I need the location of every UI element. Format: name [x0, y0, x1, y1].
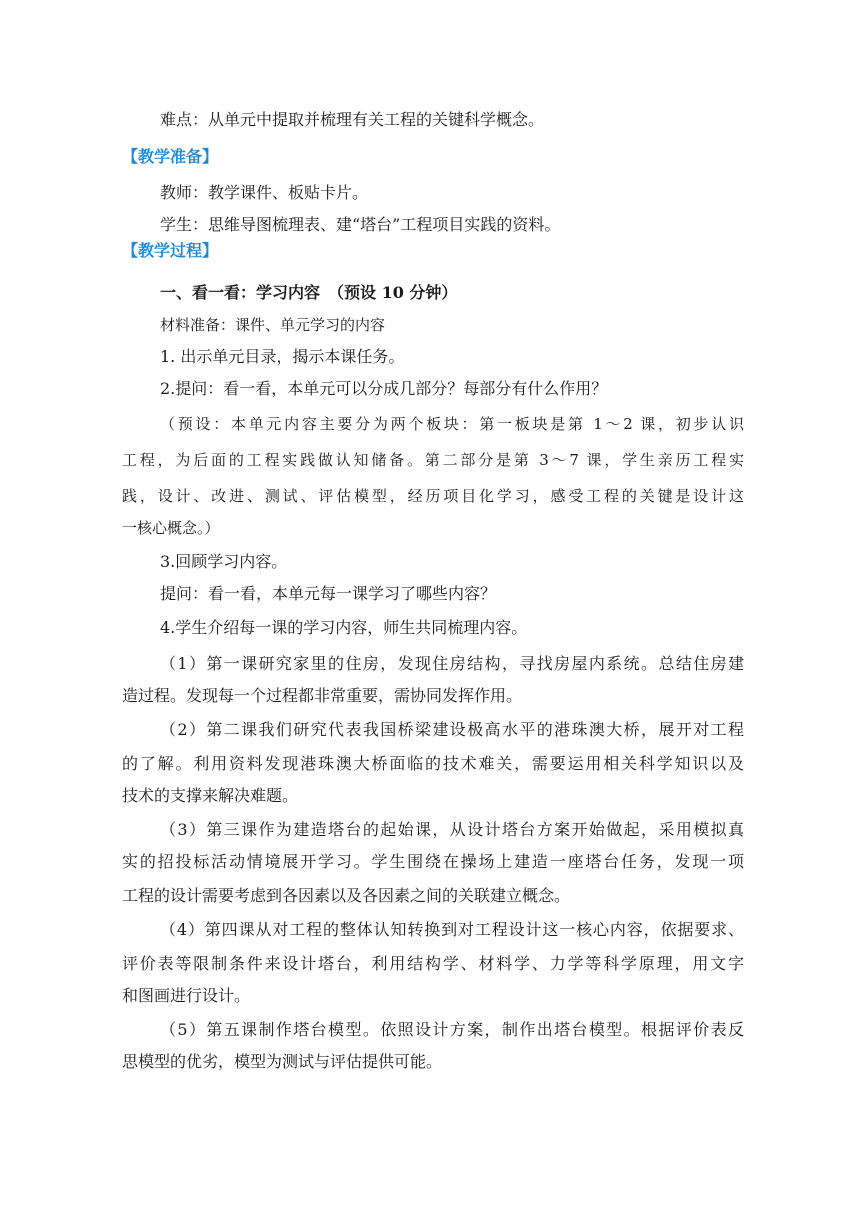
step3-line: 3.回顾学习内容。 [160, 552, 288, 571]
section1-title: 一、看一看：学习内容 （预设 10 分钟） [160, 283, 458, 302]
step4-line: 4.学生介绍每一课的学习内容，师生共同梳理内容。 [160, 618, 528, 637]
step2-line: 2.提问：看一看，本单元可以分成几部分？每部分有什么作用？ [160, 379, 608, 398]
para2-line2: 的了解。利用资料发现港珠澳大桥面临的技术难关，需要运用相关科学知识以及 [122, 754, 744, 773]
preset-line-2: 工程，为后面的工程实践做认知储备。第二部分是第 3～7 课，学生亲历工程实 [122, 451, 744, 469]
para4-line2: 评价表等限制条件来设计塔台，利用结构学、材料学、力学等科学原理，用文字 [122, 954, 744, 973]
preset-line-3: 践，设计、改进、测试、评估模型，经历项目化学习，感受工程的关键是设计这 [122, 487, 744, 505]
para3-line1: （3）第三课作为建造塔台的起始课，从设计塔台方案开始做起，采用模拟真 [160, 820, 744, 839]
para1-line2: 造过程。发现每一个过程都非常重要，需协同发挥作用。 [122, 686, 523, 705]
question-line: 提问：看一看，本单元每一课学习了哪些内容？ [160, 584, 497, 603]
para5-line1: （5）第五课制作塔台模型。依照设计方案，制作出塔台模型。根据评价表反 [160, 1020, 744, 1039]
para1-line1: （1）第一课研究家里的住房，发现住房结构，寻找房屋内系统。总结住房建 [160, 654, 744, 673]
para2-line1: （2）第二课我们研究代表我国桥梁建设极高水平的港珠澳大桥，展开对工程 [160, 720, 744, 739]
student-line: 学生：思维导图梳理表、建“塔台”工程项目实践的资料。 [160, 215, 561, 234]
para5-line2: 思模型的优劣，模型为测试与评估提供可能。 [122, 1052, 443, 1071]
para3-line3: 工程的设计需要考虑到各因素以及各因素之间的关联建立概念。 [122, 886, 571, 905]
para4-line1: （4）第四课从对工程的整体认知转换到对工程设计这一核心内容，依据要求、 [160, 920, 744, 939]
preset-line-4: 一核心概念。） [122, 519, 220, 537]
teacher-line: 教师：教学课件、板贴卡片。 [160, 183, 369, 202]
prep-heading: 【教学准备】 [122, 147, 219, 166]
para2-line3: 技术的支撑来解决难题。 [122, 786, 299, 805]
step1-line: 1. 出示单元目录，揭示本课任务。 [160, 347, 405, 366]
para3-line2: 实的招投标活动情境展开学习。学生围绕在操场上建造一座塔台任务，发现一项 [122, 852, 744, 871]
para4-line3: 和图画进行设计。 [122, 986, 251, 1005]
materials-line: 材料准备：课件、单元学习的内容 [160, 316, 386, 334]
process-heading: 【教学过程】 [122, 241, 219, 260]
preset-line-1: （预设：本单元内容主要分为两个板块：第一板块是第 1～2 课，初步认识 [160, 415, 744, 433]
difficulty-line: 难点：从单元中提取并梳理有关工程的关键科学概念。 [160, 110, 545, 129]
